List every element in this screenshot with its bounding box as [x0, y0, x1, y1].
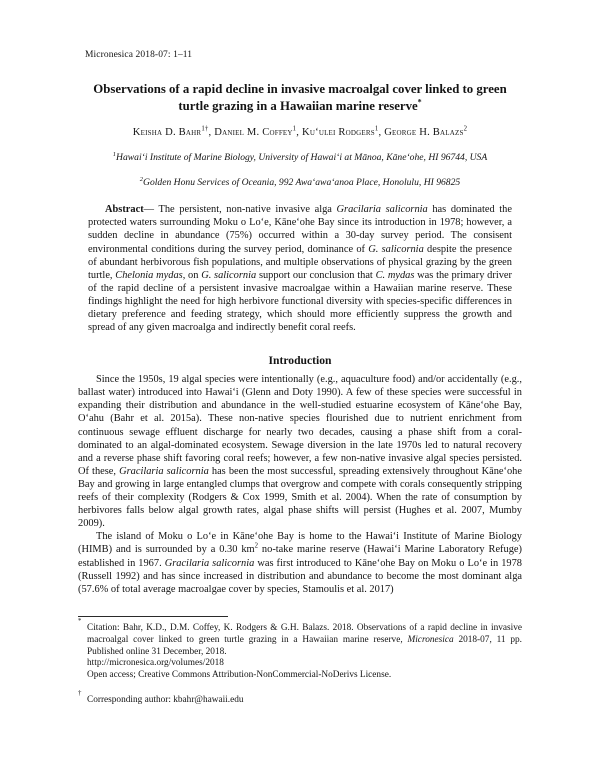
paper-title: [78, 81, 522, 114]
paper-title-text: Observations of a rapid decline in invasive macroalgal cover linked to green turtle grazing in a Hawaiian marine reserve: [93, 82, 507, 113]
footnote-corresponding-author: † Corresponding author: kbahr@hawaii.edu: [78, 689, 244, 705]
affiliation-2: $^2$Golden Honu Services of Oceania, 992 Awaʻawaʻanoa Place, Honolulu, HI 96825: [139, 176, 461, 189]
title-footnote-marker: *: [417, 97, 422, 107]
introduction-paragraph-2: The island of Moku o Loʻe in Kāneʻohe Bay is home to the Hawaiʻi Institute of Marine Biology (HIMB) and is surrounded by a 0.30 $km^2$ no-take marine reserve (Hawaiʻi Marine Laboratory Refuge) established in 1967. Gracilaria salicornia was first introduced to Kāneʻohe Bay on Moku o Loʻe in 1978 (Russell 1992) and has since increased in distribution and abundance to become the most dominant alga (57.6% of total average macroalgae cover by species, Stamoulis et al. 2017): [78, 531, 522, 595]
introduction-paragraph-1: Since the 1950s, 19 algal species were intentionally (e.g., aquaculture food) and/or accidentally (e.g., ballast water) introduced into Hawaiʻi (Glenn and Doty 1990). A few of these species were successful in expanding their distribution and abundance in the well-studied estuarine ecosystem of Kāneʻohe Bay, Oʻahu (Bahr et al. 2015a). These non-native species flourished due to nutrient enrichment from continuous sewage effluent discharge for nearly two decades, causing a phase shift from a coral-dominated to an algal-dominated ecosystem. Sewage diversion in the late 1970s led to natural recovery and a reverse phase shift favoring coral reefs; however, a few non-native invasive algal species persisted. Of these, Gracilaria salicornia has been the most successful, spreading extensively throughout Kāneʻohe Bay and growing in large entangled clumps that overgrow and compete with corals consequently stripping reefs of their complexity (Rodgers & Cox 1999, Smith et al. 2004). When the rate of consumption by herbivores falls below algal growth rates, algal phase shifts will persist (Hughes et al. 2007, Mumby 2009).: [78, 374, 522, 530]
footnote-area: [78, 616, 522, 707]
footnote-corresponding-author-text: Corresponding author: kbahr@hawaii.edu: [87, 694, 244, 705]
footnote-citation: * Citation: Bahr, K.D., D.M. Coffey, K. Rodgers & G.H. Balazs. 2018. Observations of a rapid decline in invasive macroalgal cover linked to green turtle grazing in a Hawaiian marine reserve, Micronesica 2018-07, 11 pp. Published online 31 December, 2018. http://micronesica.org/volumes/2018 Open access; Creative Commons Attribution-NonCommercial-NoDerivs License.: [78, 618, 523, 681]
section-heading-introduction: Introduction: [268, 354, 332, 368]
journal-running-head: Micronesica 2018-07: 1–11: [85, 50, 193, 60]
affiliation-1: $^1$Hawaiʻi Institute of Marine Biology, University of Hawaiʻi at Mānoa, Kāneʻohe, HI 96744, USA: [112, 151, 488, 164]
authors-line: Keisha D. Bahr$^{1\dagger}$, Daniel M. Coffey$^1$, Kuʻulei Rodgers$^1$, George H. Balazs$^2$: [132, 125, 468, 139]
abstract-paragraph: Abstract— The persistent, non-native invasive alga Gracilaria salicornia has dominated the protected waters surrounding Moku o Loʻe, Kāneʻohe Bay since its introduction in 1978; however, a sudden decline in abundance (75%) occurred within a 30-day survey period. The consisent environmental conditions during the survey period, dominance of G. salicornia despite the presence of abundant herbivorous fish populations, and multiple observations of physical grazing by the green turtle, Chelonia mydas, on G. salicornia support our conclusion that C. mydas was the primary driver of the rapid decline of a persistent invasive macroalgae within a Hawaiian marine reserve. These findings highlight the need for high herbivore functional diversity with species-specific differences in dietary preference and feeding strategy, which should more efficiently suppress the growth and spread of any given macroalga and indirectly benefit coral reefs.: [88, 204, 512, 334]
footnote-separator-rule: [78, 616, 228, 617]
footnote-citation-text: Citation: Bahr, K.D., D.M. Coffey, K. Rodgers & G.H. Balazs. 2018. Observations of a rapid decline in invasive macroalgal cover linked to green turtle grazing in a Hawaiian marine reserve, Micronesica 2018-07, 11 pp. Published online 31 December, 2018. http://micronesica.org/volumes/2018 Open access; Creative Commons Attribution-NonCommercial-NoDerivs License.: [87, 623, 523, 681]
